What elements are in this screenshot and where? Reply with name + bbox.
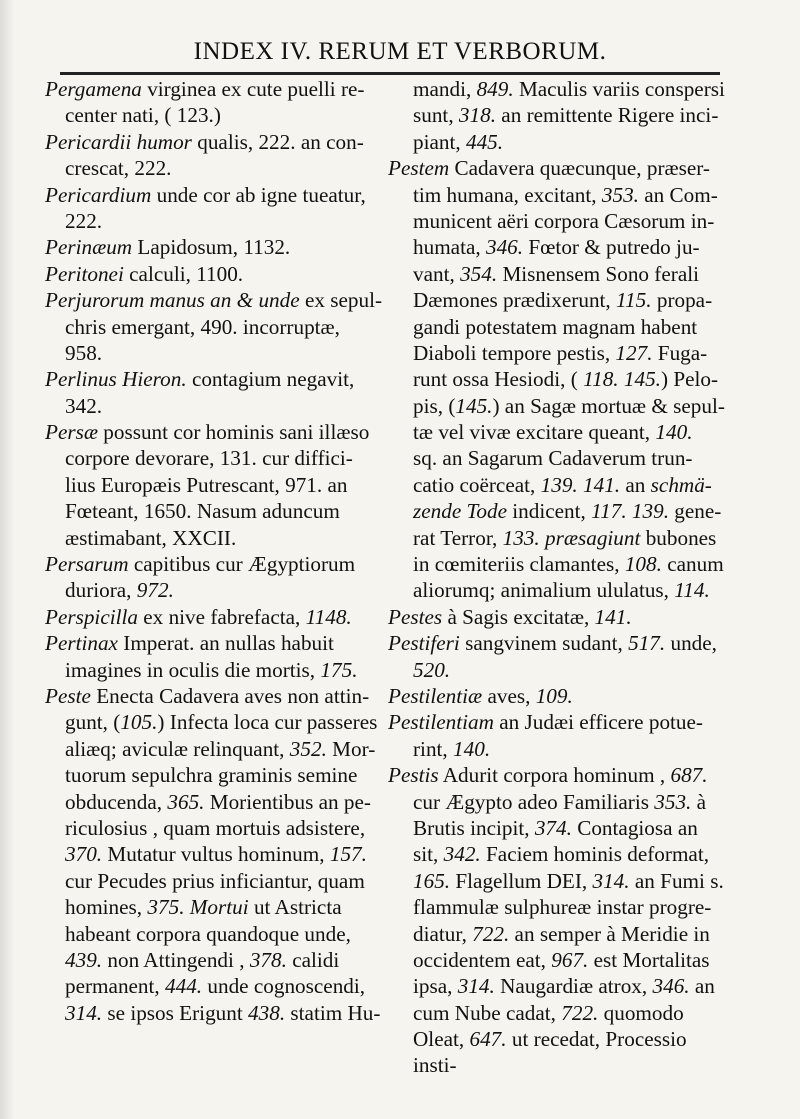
index-text: Mutatur vultus hominum, <box>102 842 330 867</box>
index-text: homines, <box>65 895 148 920</box>
index-term-italic: Persæ <box>45 420 98 445</box>
index-text: ut recedat, Processio <box>506 1027 687 1052</box>
index-term-italic: præsagiunt <box>545 525 641 550</box>
index-text: sq. an Sagarum Cadaverum trun- <box>413 446 693 471</box>
index-term-italic: 117. 139. <box>591 499 669 524</box>
index-text: non Attingendi , <box>102 947 250 972</box>
index-line <box>45 657 382 683</box>
index-text: Naugardiæ atrox, <box>494 974 653 999</box>
index-line <box>388 525 725 551</box>
index-text: 342. <box>65 393 103 418</box>
index-term-italic: 374. <box>534 815 572 840</box>
index-text: Flagellum DEI, <box>450 868 593 893</box>
index-line <box>45 894 382 920</box>
index-term-italic: Peste <box>45 683 91 708</box>
index-term-italic: Peritonei <box>45 261 124 286</box>
index-text: Faciem hominis deformat, <box>480 842 710 867</box>
index-term-italic: 352. <box>289 736 327 761</box>
index-text: occidentem eat, <box>413 947 552 972</box>
index-term-italic: 342. <box>443 842 481 867</box>
index-term-italic: 175. <box>320 657 358 682</box>
index-line <box>388 921 725 947</box>
index-term-italic: zende Tode <box>413 499 507 524</box>
index-line <box>388 234 725 260</box>
index-text: mandi, <box>413 77 477 101</box>
index-term-italic: 444. <box>165 974 203 999</box>
index-line <box>388 709 725 735</box>
index-line <box>388 287 725 313</box>
index-line <box>45 577 382 603</box>
index-term-italic: 353. <box>654 789 692 814</box>
index-term-italic: 722. <box>472 921 510 946</box>
index-text: rat Terror, <box>413 525 503 550</box>
index-term-italic: 520. <box>413 657 451 682</box>
index-text: calculi, 1100. <box>123 261 244 286</box>
index-text: sit, <box>413 842 444 867</box>
index-text: ex nive fabrefacta, <box>137 604 306 629</box>
index-line <box>45 947 382 973</box>
index-text: catio coërceat, <box>413 472 541 497</box>
index-line <box>388 445 725 471</box>
index-text: aves, <box>482 683 536 708</box>
index-text: center nati, ( 123.) <box>65 103 221 128</box>
index-term-italic: 365. <box>167 789 205 814</box>
index-line <box>45 762 382 788</box>
index-term-italic: 118. 145. <box>583 367 661 392</box>
index-line <box>45 498 382 524</box>
index-term-italic: 647. <box>469 1027 507 1052</box>
index-term-italic: 972. <box>136 578 174 603</box>
index-term-italic: 445. <box>465 129 504 154</box>
index-line <box>388 208 725 234</box>
index-text: Misnensem Sono ferali <box>497 261 699 286</box>
index-text: gene- <box>669 499 722 524</box>
index-text: runt ossa Hesiodi, ( <box>413 367 584 392</box>
index-line <box>45 76 382 102</box>
index-line <box>45 261 382 287</box>
index-line <box>388 419 725 445</box>
index-text: statim Hu- <box>285 1000 381 1025</box>
index-text: gunt, ( <box>65 710 121 735</box>
index-term-italic: 687. <box>670 763 708 788</box>
index-text: Mor- <box>326 736 376 761</box>
index-text: quomodo <box>598 1000 684 1025</box>
index-term-italic: 438. <box>248 1000 286 1025</box>
index-line <box>388 129 725 155</box>
index-term-italic: Pestes <box>388 604 443 629</box>
index-term-italic: 127. <box>615 340 653 365</box>
index-line <box>45 445 382 471</box>
index-term-italic: 314. <box>65 1000 103 1025</box>
index-text: se ipsos Erigunt <box>102 1000 249 1025</box>
index-text: contagium negavit, <box>186 367 355 392</box>
index-term-italic: 346. <box>485 235 524 260</box>
index-line <box>45 182 382 208</box>
index-line <box>388 815 725 841</box>
index-text: obducenda, <box>65 789 168 814</box>
index-text: bubones <box>640 525 717 550</box>
index-line <box>45 683 382 709</box>
index-term-italic: 140. <box>453 736 491 761</box>
index-text: in cœmiteriis clamantes, <box>413 552 625 577</box>
index-line <box>388 551 725 577</box>
index-term-italic: 165. <box>413 868 451 893</box>
index-line <box>388 76 725 102</box>
index-term-italic: 439. <box>65 947 103 972</box>
index-text: 958. <box>65 340 103 365</box>
index-text: rint, <box>413 736 454 761</box>
index-text: cum Nube cadat, <box>413 1000 562 1025</box>
index-line <box>388 261 725 287</box>
index-text: an Judæi efficere potue- <box>493 710 703 735</box>
index-text: aliæq; aviculæ relinquant, <box>65 736 290 761</box>
index-line <box>45 921 382 947</box>
index-line <box>45 419 382 445</box>
index-text: vant, <box>413 261 461 286</box>
index-column-right <box>388 76 725 1079</box>
index-text: est Mortalitas <box>588 947 710 972</box>
index-line <box>45 102 382 128</box>
index-line <box>45 340 382 366</box>
index-text: æstimabant, XXCII. <box>65 525 237 550</box>
index-text: ipsa, <box>413 974 458 999</box>
index-text: Cadavera quæcunque, præser- <box>449 156 710 181</box>
index-term-italic: Pericardium <box>45 182 152 207</box>
index-line <box>45 868 382 894</box>
index-text: tuorum sepulchra graminis semine <box>65 763 358 788</box>
index-text: à <box>691 789 707 814</box>
index-line <box>388 366 725 392</box>
index-text: canum <box>661 552 724 577</box>
index-term-italic: Pestis <box>388 763 439 788</box>
index-text: unde cor ab igne tueatur, <box>151 182 366 207</box>
index-term-italic: 346. <box>652 974 690 999</box>
index-text: à Sagis excitatæ, <box>442 604 595 629</box>
index-term-italic: 849. <box>476 77 514 101</box>
index-line <box>45 234 382 260</box>
index-text: flammulæ sulphureæ instar progre- <box>413 895 712 920</box>
index-line <box>388 789 725 815</box>
index-text: an <box>689 974 715 999</box>
index-line <box>45 472 382 498</box>
index-text: humata, <box>413 235 486 260</box>
index-text: Fuga- <box>652 340 708 365</box>
index-text: cur Pecudes prius inficiantur, quam <box>65 868 365 893</box>
index-term-italic: Perspicilla <box>45 604 138 629</box>
index-text: an semper à Meridie in <box>509 921 710 946</box>
index-term-italic: Pergamena <box>45 77 142 101</box>
index-term-italic: 722. <box>561 1000 599 1025</box>
index-text: diatur, <box>413 921 473 946</box>
index-term-italic: 114. <box>674 578 710 603</box>
index-term-italic: Pestiferi <box>388 631 460 656</box>
header-rule <box>60 72 720 75</box>
index-line <box>45 630 382 656</box>
index-line <box>388 340 725 366</box>
index-text: chris emergant, 490. incorruptæ, <box>65 314 340 339</box>
index-line <box>45 815 382 841</box>
index-line <box>388 182 725 208</box>
index-term-italic: Pestilentiam <box>388 710 494 735</box>
index-text: permanent, <box>65 974 166 999</box>
index-text: an <box>620 472 651 497</box>
index-text: gandi potestatem magnam habent <box>413 314 698 339</box>
index-line <box>45 314 382 340</box>
index-text: Enecta Cadavera aves non attin- <box>90 683 370 708</box>
index-text: indicent, <box>506 499 592 524</box>
index-line <box>388 762 725 788</box>
index-text: calidi <box>286 947 340 972</box>
index-text: riculosius , quam mortuis adsistere, <box>65 815 366 840</box>
index-line <box>45 287 382 313</box>
index-text: ut Astricta <box>248 895 342 920</box>
index-text: propa- <box>651 288 713 313</box>
index-text: insti- <box>413 1053 457 1078</box>
index-term-italic: 967. <box>551 947 589 972</box>
index-text: aliorumq; animalium ululatus, <box>413 578 675 603</box>
index-text: tæ vel vivæ excitare queant, <box>413 420 656 445</box>
index-text: Lapidosum, 1132. <box>132 235 291 260</box>
index-term-italic: Pestilentiæ <box>388 683 483 708</box>
index-term-italic: Pertinax <box>45 631 118 656</box>
index-term-italic: 140. <box>655 420 693 445</box>
index-line <box>388 894 725 920</box>
index-text: Fœtor & putredo ju- <box>523 235 700 260</box>
index-line <box>388 973 725 999</box>
index-text: possunt cor hominis sani illæso <box>97 420 370 445</box>
index-text: crescat, 222. <box>65 156 172 181</box>
index-text: Brutis incipit, <box>413 815 535 840</box>
index-line <box>388 1000 725 1026</box>
index-text: cur Ægypto adeo Familiaris <box>413 789 655 814</box>
index-term-italic: 1148. <box>305 604 352 629</box>
index-text: unde cognoscendi, <box>202 974 366 999</box>
index-text: duriora, <box>65 578 137 603</box>
page-edge-shadow <box>0 0 14 1119</box>
index-term-italic: 139. 141. <box>540 472 621 497</box>
index-line <box>45 1000 382 1026</box>
index-term-italic: 141. <box>594 604 632 629</box>
index-term-italic: 517. <box>628 631 666 656</box>
index-line <box>388 1026 725 1052</box>
index-term-italic: 353. <box>601 182 639 207</box>
index-term-italic: 157. <box>329 842 367 867</box>
index-text: lius Europæis Putrescant, 971. an <box>65 472 348 497</box>
index-line <box>388 155 725 181</box>
index-term-italic: 108. <box>624 552 662 577</box>
index-text: imagines in oculis die mortis, <box>65 657 321 682</box>
index-term-italic: 318. <box>458 103 496 128</box>
index-term-italic: Perjurorum manus an & unde <box>45 288 300 313</box>
index-term-italic: Persarum <box>45 552 129 577</box>
index-term-italic: 354. <box>460 261 498 286</box>
index-line <box>45 551 382 577</box>
index-text: Contagiosa an <box>571 815 698 840</box>
index-line <box>388 868 725 894</box>
index-term-italic: 133. <box>502 525 540 550</box>
index-column-left <box>45 76 382 1026</box>
index-text: Oleat, <box>413 1027 470 1052</box>
index-term-italic: 314. <box>457 974 495 999</box>
index-line <box>388 393 725 419</box>
index-line <box>45 366 382 392</box>
index-line <box>45 393 382 419</box>
index-text: habeant corpora quandoque unde, <box>65 921 351 946</box>
index-term-italic: 105. <box>120 710 158 735</box>
index-text: ) Infecta loca cur passeres <box>157 710 378 735</box>
index-term-italic: 370. <box>65 842 103 867</box>
index-text: an Fumi s. <box>629 868 724 893</box>
index-line <box>45 841 382 867</box>
index-text: sunt, <box>413 103 459 128</box>
index-line <box>388 841 725 867</box>
index-text: an Com- <box>638 182 718 207</box>
index-line <box>45 155 382 181</box>
index-line <box>388 657 725 683</box>
index-text: ex sepul- <box>299 288 383 313</box>
index-line <box>388 630 725 656</box>
index-line <box>388 604 725 630</box>
index-text: ) Pelo- <box>660 367 719 392</box>
index-text: Imperat. an nullas habuit <box>117 631 334 656</box>
index-text: unde, <box>665 631 717 656</box>
index-term-italic: Mortui <box>189 895 249 920</box>
index-term-italic: 145. <box>455 393 493 418</box>
index-text: Dæmones prædixerunt, <box>413 288 617 313</box>
index-text: Adurit corpora hominum , <box>438 763 671 788</box>
index-line <box>388 577 725 603</box>
index-line <box>388 498 725 524</box>
index-term-italic: Perlinus Hieron. <box>45 367 187 392</box>
index-line <box>45 208 382 234</box>
index-term-italic: Pericardii humor <box>45 129 192 154</box>
index-text: qualis, 222. an con- <box>191 129 364 154</box>
index-text: Morientibus an pe- <box>204 789 371 814</box>
index-text: Diaboli tempore pestis, <box>413 340 616 365</box>
running-header: INDEX IV. RERUM ET VERBORUM. <box>193 38 607 65</box>
index-text: pis, ( <box>413 393 456 418</box>
index-term-italic: 375. <box>147 895 185 920</box>
index-text: 222. <box>65 208 103 233</box>
index-text: piant, <box>413 129 466 154</box>
index-line <box>45 129 382 155</box>
index-text: capitibus cur Ægyptiorum <box>128 552 356 577</box>
index-term-italic: 378. <box>249 947 287 972</box>
index-line <box>45 525 382 551</box>
index-text: Fœteant, 1650. Nasum aduncum <box>65 499 340 524</box>
index-text: tim humana, excitant, <box>413 182 602 207</box>
index-term-italic: Pestem <box>388 156 450 181</box>
index-text: Maculis variis conspersi <box>513 77 725 101</box>
index-term-italic: 314. <box>592 868 630 893</box>
index-line <box>388 947 725 973</box>
index-line <box>388 472 725 498</box>
index-term-italic: 115. <box>616 288 652 313</box>
index-line <box>45 973 382 999</box>
index-line <box>388 683 725 709</box>
index-text: an remittente Rigere inci- <box>496 103 719 128</box>
index-text: corpore devorare, 131. cur diffici- <box>65 446 353 471</box>
index-line <box>388 314 725 340</box>
index-term-italic: schmä- <box>650 472 712 497</box>
index-line <box>45 604 382 630</box>
index-term-italic: 109. <box>535 683 573 708</box>
index-line <box>388 1052 725 1078</box>
index-line <box>45 789 382 815</box>
index-term-italic: Perinæum <box>45 235 133 260</box>
index-text: virginea ex cute puelli re- <box>141 77 365 101</box>
index-text: ) an Sagæ mortuæ & sepul- <box>492 393 725 418</box>
index-line <box>45 709 382 735</box>
index-line <box>45 736 382 762</box>
index-text: sangvinem sudant, <box>459 631 629 656</box>
index-text: municent aëri corpora Cæsorum in- <box>413 208 715 233</box>
index-line <box>388 102 725 128</box>
index-line <box>388 736 725 762</box>
